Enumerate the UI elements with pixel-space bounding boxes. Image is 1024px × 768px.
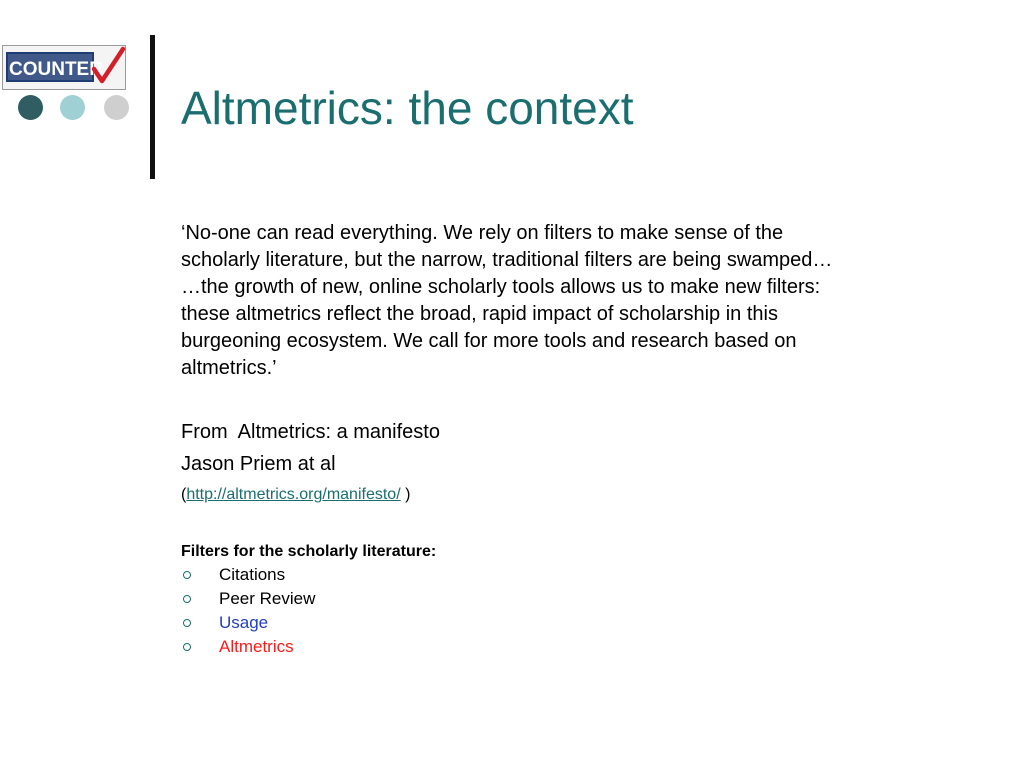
source-url-line xyxy=(181,484,410,506)
gray-dot xyxy=(104,95,129,120)
slide-title: Altmetrics: the context xyxy=(181,82,634,134)
quote-line: these altmetrics reflect the broad, rapid impact of scholarship in this xyxy=(181,303,778,325)
list-item xyxy=(181,636,315,660)
close-paren: ) xyxy=(400,486,411,503)
list-item xyxy=(181,588,315,612)
light-teal-dot xyxy=(60,95,85,120)
circle-bullet-icon xyxy=(183,643,191,651)
source-author: Jason Priem at al xyxy=(181,453,336,475)
filter-label: Citations xyxy=(219,565,286,584)
quote-line: …the growth of new, online scholarly tools allows us to make new filters: xyxy=(181,276,821,298)
list-item xyxy=(181,564,315,588)
dark-teal-dot xyxy=(18,95,43,120)
list-item xyxy=(181,612,315,636)
vertical-divider xyxy=(150,35,155,179)
quote-line: ‘No-one can read everything. We rely on filters to make sense of the xyxy=(181,222,784,244)
open-paren: ( xyxy=(181,486,187,503)
filters-list xyxy=(181,564,315,660)
quote-line: burgeoning ecosystem. We call for more tools and research based on xyxy=(181,330,797,352)
quote-line: scholarly literature, but the narrow, traditional filters are being swamped… xyxy=(181,249,833,271)
circle-bullet-icon xyxy=(183,595,191,603)
filter-label: Altmetrics xyxy=(219,637,294,656)
manifesto-quote xyxy=(181,220,961,382)
counter-logo xyxy=(2,45,126,90)
filter-label: Usage xyxy=(219,613,269,632)
circle-bullet-icon xyxy=(183,571,191,579)
svg-text:COUNTER: COUNTER xyxy=(9,59,103,80)
filter-label: Peer Review xyxy=(219,589,316,608)
quote-line: altmetrics.’ xyxy=(181,357,277,379)
decorative-dots xyxy=(18,95,133,121)
filters-heading: Filters for the scholarly literature: xyxy=(181,543,437,560)
circle-bullet-icon xyxy=(183,619,191,627)
manifesto-link[interactable]: http://altmetrics.org/manifesto/ xyxy=(186,486,401,503)
source-from: From Altmetrics: a manifesto xyxy=(181,421,440,443)
